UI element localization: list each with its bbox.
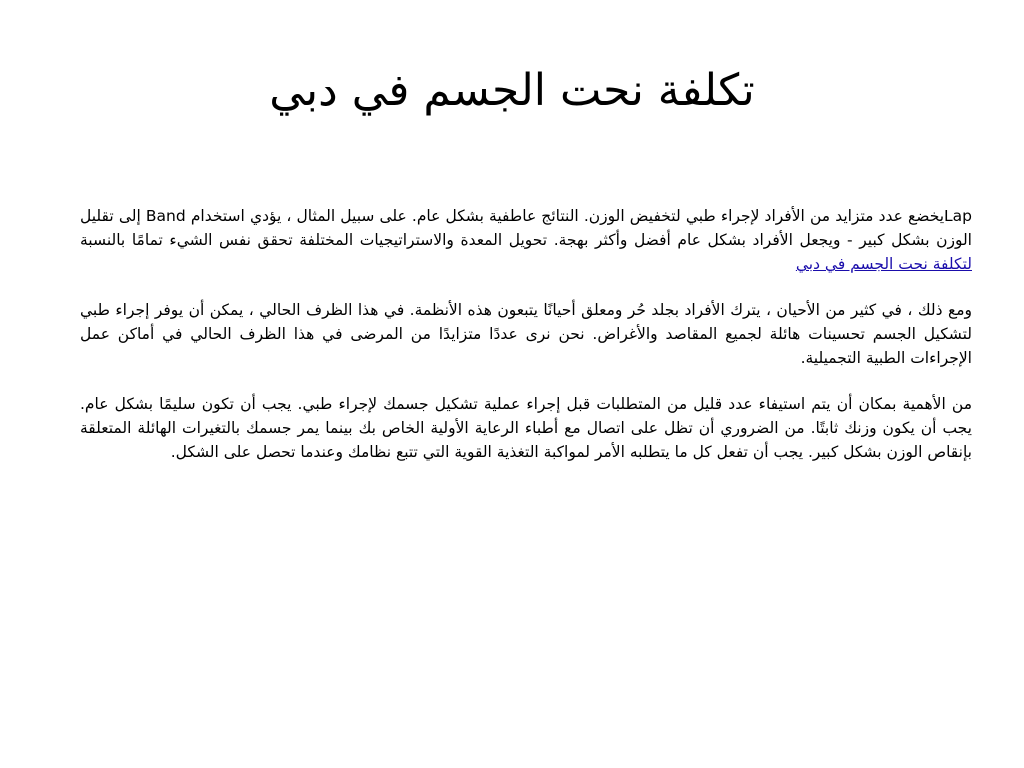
paragraph-3: من الأهمية بمكان أن يتم استيفاء عدد قليل من المتطلبات قبل إجراء عملية تشكيل جسمك لإجراء طبي. يجب أن تكون سليمًا بشكل عام. يجب أن يكون وزنك ثابتًا. من الضروري أن تظل على اتصال مع أطباء الرعاية الأولية الخاص بك بينما يمر جسمك بالتغيرات الهائلة المتعلقة بإنقاص الوزن بشكل كبير. يجب أن تفعل كل ما يتطلبه الأمر لمواكبة التغذية القوية التي تتبع نظامك وعندما تحصل على الشكل. bbox=[80, 395, 972, 461]
paragraph-1-text-2: إلى تقليل الوزن بشكل كبير - ويجعل الأفراد بشكل عام أفضل وأكثر بهجة. تحويل المعدة والاستراتيجيات المختلفة تحقق نفس الشيء تمامًا بالنسبة bbox=[80, 207, 972, 249]
slide-title: تكلفة نحت الجسم في دبي bbox=[269, 65, 755, 116]
paragraph-1-text-1: يخضع عدد متزايد من الأفراد لإجراء طبي لتخفيض الوزن. النتائج عاطفية بشكل عام. على سبيل المثال ، يؤدي استخدام bbox=[190, 207, 945, 225]
lap-term: Lap bbox=[944, 207, 972, 225]
body-sculpting-cost-link[interactable]: لتكلفة نحت الجسم في دبي bbox=[795, 255, 972, 273]
paragraph-2: ومع ذلك ، في كثير من الأحيان ، يترك الأفراد بجلد حُر ومعلق أحيانًا يتبعون هذه الأنظمة. في هذا الظرف الحالي ، يمكن أن يوفر إجراء طبي لتشكيل الجسم تحسينات هائلة لجميع المقاصد والأغراض. نحن نرى عددًا متزايدًا من المرضى في هذا الظرف الحالي في أماكن عمل الإجراءات الطبية التجميلية. bbox=[80, 301, 972, 367]
band-term: Band bbox=[145, 207, 186, 225]
paragraph-1 bbox=[80, 204, 972, 276]
slide-body bbox=[80, 204, 972, 486]
